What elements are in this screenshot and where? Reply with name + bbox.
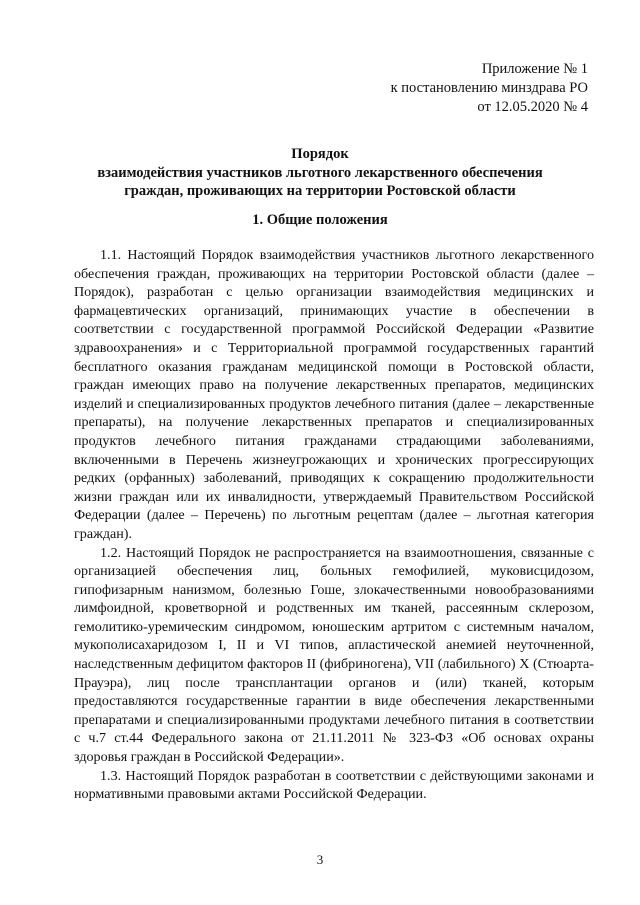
- body-text: [74, 246, 594, 804]
- page-number: 3: [316, 852, 324, 867]
- document-title: [60, 145, 580, 201]
- paragraph-1-2: 1.2. Настоящий Порядок не распространяется на взаимоотношения, связанные с организацией обеспечения лиц, больных гемофилией, муковисцидозом, гипофизарным нанизмом, болезнью Гоше, злокачественными новообразованиями лимфоидной, кроветворной и родственных им тканей, рассеянным склерозом, гемолитико-уремическим синдромом, юношеским артритом с системным началом, мукополисахаридозом I, II и VI типов, апластической анемией неуточненной, наследственным дефицитом факторов II (фибриногена), VII (лабильного) X (Стюарта-Прауэра), лиц после трансплантации органов и (или) тканей, которым предоставляются государственные гарантии в виде обеспечения лекарственными препаратами и специализированными продуктами лечебного питания в соответствии с ч.7 ст.44 Федерального закона от 21.11.2011 № 323-ФЗ «Об основах охраны здоровья граждан в Российской Федерации».: [74, 544, 594, 766]
- title-line-1: Порядок: [291, 146, 349, 162]
- appendix-number: Приложение № 1: [481, 61, 588, 77]
- title-line-2: взаимодействия участников льготного лекарственного обеспечения: [97, 164, 543, 181]
- paragraph-1-1: 1.1. Настоящий Порядок взаимодействия участников льготного лекарственного обеспечения граждан, проживающих на территории Ростовской области (далее – Порядок), разработан с целью организации взаимодействия медицинских и фармацевтических организаций, принимающих участие в обеспечении в соответствии с государственной программой Российской Федерации «Развитие здравоохранения» и с Территориальной программой государственных гарантий бесплатного оказания гражданам медицинской помощи в Ростовской области, граждан имеющих право на получение лекарственных препаратов, медицинских изделий и специализированных продуктов лечебного питания (далее – лекарственные препараты), на получение лекарственных препаратов и специализированных продуктов лечебного питания гражданами страдающими заболеваниями, включенными в Перечень жизнеугрожающих и хронических прогрессирующих редких (орфанных) заболеваний, приводящих к сокращению продолжительности жизни граждан или их инвалидности, утверждаемый Правительством Российской Федерации (далее – Перечень) по льготным рецептам (далее – льготная категория граждан).: [74, 247, 594, 542]
- appendix-resolution: к постановлению минздрава РО: [390, 80, 588, 96]
- appendix-date: от 12.05.2020 № 4: [477, 99, 588, 115]
- paragraph-1-3: 1.3. Настоящий Порядок разработан в соответствии с действующими законами и нормативными правовыми актами Российской Федерации.: [74, 767, 594, 803]
- title-line-3: граждан, проживающих на территории Ростовской области: [124, 183, 516, 199]
- appendix-reference: [391, 60, 588, 117]
- section-heading: 1. Общие положения: [252, 212, 388, 228]
